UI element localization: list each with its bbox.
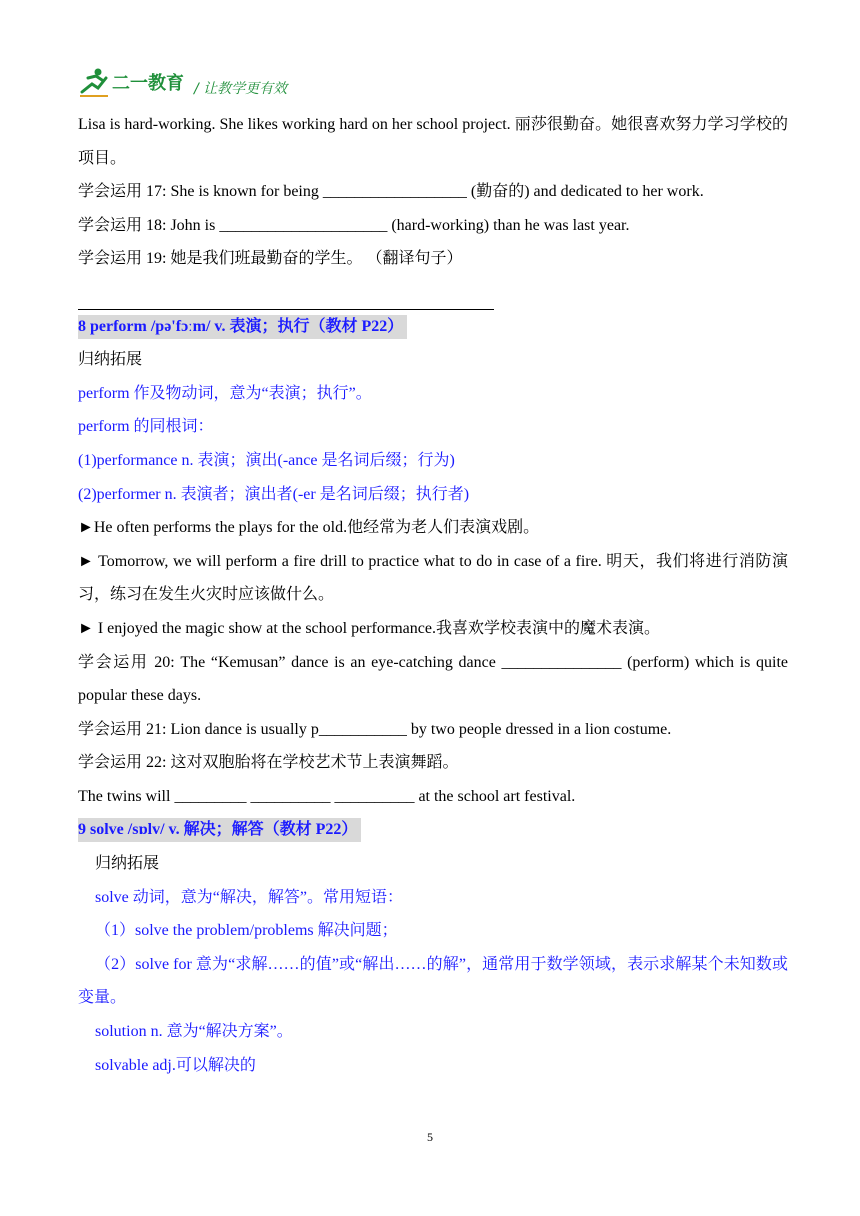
exercise-17: 学会运用 17: She is known for being __________________ (勤奋的) and dedicated to her work. [78, 183, 704, 201]
example-sentence: ► Tomorrow, we will perform a fire drill to practice what to do in case of a fire. 明天，我们将进行消防演习，练习在发生火灾时应该做什么。 [78, 552, 788, 604]
section-8-heading: 8 perform /pə'fɔːm/ v. 表演；执行（教材 P22） [78, 315, 407, 339]
exercise-20: 学会运用 20: The “Kemusan” dance is an eye-catching dance _______________ (perform) which is quite popular these days. [78, 653, 788, 705]
running-figure-icon [78, 66, 112, 98]
summary-label: 归纳拓展 [78, 351, 143, 369]
answer-blank-line [78, 276, 788, 310]
note-line: (2)performer n. 表演者；演出者(-er 是名词后缀；执行者) [78, 485, 470, 503]
note-line: solution n. 意为“解决方案”。 [95, 1023, 293, 1041]
exercise-22-sentence: The twins will _________ __________ __________ at the school art festival. [78, 787, 576, 805]
section-8-heading-row [78, 310, 788, 344]
summary-label: 归纳拓展 [95, 855, 160, 873]
note-line: (1)performance n. 表演；演出(-ance 是名词后缀；行为) [78, 451, 455, 469]
example-sentence: ►He often performs the plays for the old.他经常为老人们表演戏剧。 [78, 519, 540, 537]
exercise-21: 学会运用 21: Lion dance is usually p___________ by two people dressed in a lion costume. [78, 720, 672, 738]
section-9-heading-row [78, 813, 788, 847]
note-line: （1）solve the problem/problems 解决问题； [95, 922, 398, 940]
exercise-22: 学会运用 22: 这对双胞胎将在学校艺术节上表演舞蹈。 [78, 754, 459, 772]
section-9-heading: 9 solve /sɒlv/ v. 解决；解答（教材 P22） [78, 818, 361, 842]
example-sentence: ► I enjoyed the magic show at the school performance.我喜欢学校表演中的魔术表演。 [78, 619, 660, 637]
exercise-18: 学会运用 18: John is _____________________ (hard-working) than he was last year. [78, 216, 630, 234]
note-line: perform 的同根词： [78, 418, 214, 436]
exercise-19: 学会运用 19: 她是我们班最勤奋的学生。 （翻译句子） [78, 250, 463, 268]
brand-name: 二一教育 [112, 73, 184, 94]
note-line: solve 动词，意为“解决，解答”。常用短语： [95, 888, 403, 906]
page-number: 5 [427, 1130, 433, 1144]
page-header [78, 64, 378, 100]
brand-slogan: / 让教学更有效 [194, 81, 288, 97]
note-line: perform 作及物动词，意为“表演；执行”。 [78, 384, 372, 402]
document-body [78, 108, 788, 1082]
note-line: （2）solve for 意为“求解……的值”或“解出……的解”，通常用于数学领域，表示求解某个未知数或变量。 [78, 955, 788, 1007]
note-line: solvable adj.可以解决的 [95, 1056, 256, 1074]
example-sentence: Lisa is hard-working. She likes working hard on her school project. 丽莎很勤奋。她很喜欢努力学习学校的项目。 [78, 116, 788, 167]
